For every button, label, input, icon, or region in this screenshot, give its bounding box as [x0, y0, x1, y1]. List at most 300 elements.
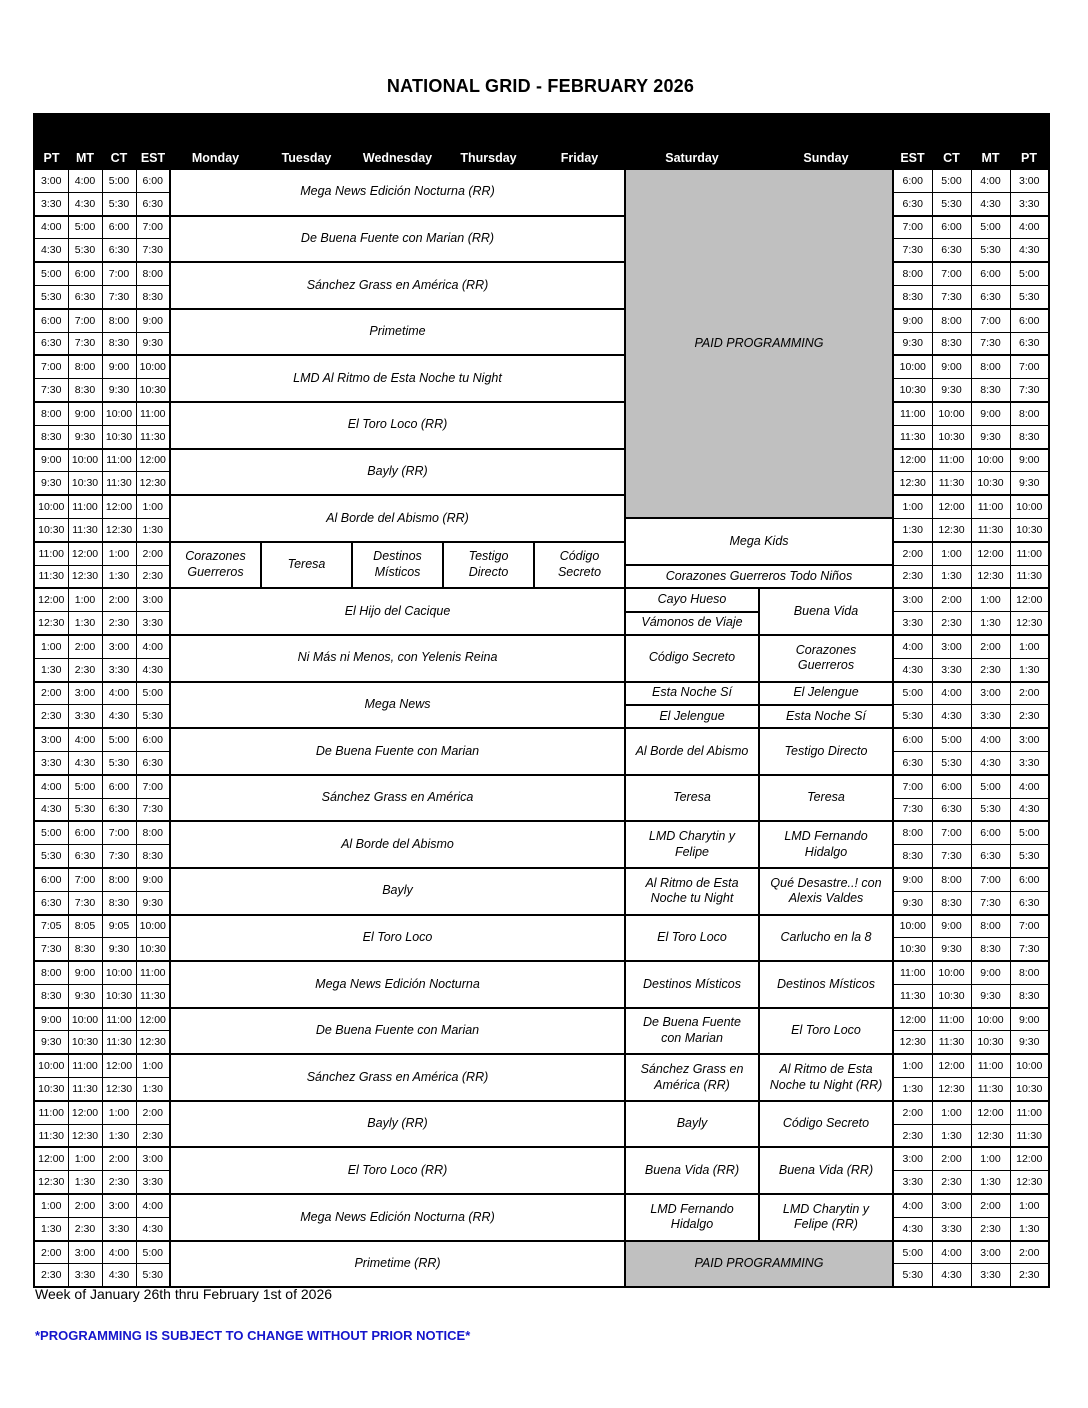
time-cell: 1:30 [1010, 658, 1049, 681]
col-header-mt: MT [971, 114, 1010, 169]
time-cell: 8:30 [1010, 425, 1049, 448]
time-cell: 5:00 [68, 775, 102, 798]
time-cell: 11:30 [102, 472, 136, 495]
time-cell: 11:30 [971, 518, 1010, 541]
time-cell: 5:30 [34, 845, 68, 868]
time-cell: 3:30 [136, 612, 170, 635]
time-cell: 3:00 [893, 1147, 932, 1170]
time-cell: 9:30 [893, 891, 932, 914]
weekday-program-cell: El Toro Loco (RR) [170, 402, 625, 449]
weekday-program-cell: Mega News Edición Nocturna (RR) [170, 169, 625, 216]
time-cell: 6:30 [136, 751, 170, 774]
time-cell: 9:30 [34, 1031, 68, 1054]
time-cell: 10:00 [102, 402, 136, 425]
time-cell: 6:00 [136, 728, 170, 751]
time-cell: 6:30 [34, 332, 68, 355]
col-header-ct: CT [932, 114, 971, 169]
time-cell: 4:30 [136, 658, 170, 681]
time-cell: 9:30 [68, 425, 102, 448]
time-cell: 7:30 [68, 891, 102, 914]
time-cell: 8:00 [1010, 961, 1049, 984]
time-cell: 9:30 [971, 425, 1010, 448]
weekend-program-cell: Qué Desastre..! con Alexis Valdes [759, 868, 893, 915]
time-cell: 10:30 [136, 379, 170, 402]
time-cell: 7:00 [893, 775, 932, 798]
time-cell: 1:30 [102, 1124, 136, 1147]
time-cell: 5:30 [102, 751, 136, 774]
weekday-program-cell: Al Borde del Abismo [170, 821, 625, 868]
time-cell: 4:30 [68, 751, 102, 774]
time-cell: 5:00 [136, 682, 170, 705]
time-cell: 5:00 [136, 1241, 170, 1264]
time-cell: 1:30 [102, 565, 136, 588]
time-cell: 11:00 [102, 1008, 136, 1031]
weekday-program-cell: Al Borde del Abismo (RR) [170, 495, 625, 542]
time-cell: 12:30 [136, 1031, 170, 1054]
time-cell: 3:00 [932, 635, 971, 658]
time-cell: 7:30 [1010, 379, 1049, 402]
time-cell: 2:00 [136, 542, 170, 565]
time-cell: 11:30 [34, 1124, 68, 1147]
time-cell: 5:30 [136, 705, 170, 728]
time-cell: 7:00 [1010, 915, 1049, 938]
time-cell: 5:00 [68, 216, 102, 239]
time-cell: 7:00 [102, 262, 136, 285]
col-header-wednesday: Wednesday [352, 114, 443, 169]
time-cell: 5:30 [1010, 845, 1049, 868]
time-cell: 8:00 [971, 355, 1010, 378]
weekday-program-cell: Mega News Edición Nocturna (RR) [170, 1194, 625, 1241]
time-cell: 12:30 [102, 1078, 136, 1101]
weekend-program-cell: Al Borde del Abismo [625, 728, 759, 775]
time-cell: 2:30 [971, 658, 1010, 681]
time-cell: 2:30 [932, 612, 971, 635]
time-cell: 10:00 [34, 495, 68, 518]
time-cell: 8:00 [1010, 402, 1049, 425]
weekday-program-cell: Ni Más ni Menos, con Yelenis Reina [170, 635, 625, 682]
time-cell: 7:30 [102, 845, 136, 868]
time-cell: 6:00 [136, 169, 170, 192]
time-cell: 11:30 [1010, 1124, 1049, 1147]
weekend-program-cell: Teresa [759, 775, 893, 822]
time-cell: 12:00 [1010, 588, 1049, 611]
time-cell: 4:30 [102, 705, 136, 728]
time-cell: 7:00 [893, 216, 932, 239]
weekday-program-cell: De Buena Fuente con Marian [170, 1008, 625, 1055]
time-cell: 2:00 [893, 542, 932, 565]
time-cell: 9:00 [68, 402, 102, 425]
time-cell: 9:30 [893, 332, 932, 355]
time-cell: 9:30 [1010, 1031, 1049, 1054]
weekend-program-cell: Buena Vida (RR) [759, 1147, 893, 1194]
weekend-program-cell: Buena Vida [759, 588, 893, 635]
time-cell: 2:30 [893, 565, 932, 588]
col-header-est: EST [136, 114, 170, 169]
time-cell: 4:00 [893, 1194, 932, 1217]
time-cell: 10:30 [34, 518, 68, 541]
time-cell: 5:00 [34, 262, 68, 285]
time-cell: 4:00 [34, 775, 68, 798]
time-cell: 5:30 [68, 239, 102, 262]
time-cell: 1:30 [893, 518, 932, 541]
time-cell: 2:00 [68, 635, 102, 658]
time-cell: 3:30 [971, 705, 1010, 728]
time-cell: 9:00 [971, 402, 1010, 425]
weekday-program-cell: El Toro Loco (RR) [170, 1147, 625, 1194]
time-cell: 3:30 [68, 705, 102, 728]
time-cell: 11:00 [34, 1101, 68, 1124]
weekend-program-cell: Código Secreto [625, 635, 759, 682]
time-cell: 6:00 [34, 309, 68, 332]
time-cell: 2:00 [1010, 682, 1049, 705]
weekday-program-cell: Corazones Guerreros [170, 542, 261, 589]
time-cell: 4:30 [971, 751, 1010, 774]
time-cell: 2:30 [893, 1124, 932, 1147]
time-cell: 2:30 [136, 1124, 170, 1147]
time-cell: 2:00 [34, 682, 68, 705]
time-cell: 1:00 [1010, 635, 1049, 658]
time-cell: 7:00 [68, 868, 102, 891]
time-cell: 8:00 [893, 262, 932, 285]
time-cell: 7:30 [136, 798, 170, 821]
time-cell: 3:00 [971, 682, 1010, 705]
time-cell: 6:00 [932, 216, 971, 239]
time-cell: 8:30 [893, 285, 932, 308]
weekend-program-cell: LMD Charytin y Felipe [625, 821, 759, 868]
time-cell: 3:30 [102, 1217, 136, 1240]
time-cell: 2:00 [893, 1101, 932, 1124]
weekend-program-cell: Al Ritmo de Esta Noche tu Night (RR) [759, 1054, 893, 1101]
weekday-program-cell: El Toro Loco [170, 915, 625, 962]
time-cell: 4:30 [34, 798, 68, 821]
time-cell: 8:00 [102, 309, 136, 332]
time-cell: 12:00 [136, 449, 170, 472]
time-cell: 12:30 [136, 472, 170, 495]
time-cell: 10:00 [932, 402, 971, 425]
time-cell: 6:30 [893, 192, 932, 215]
col-header-tuesday: Tuesday [261, 114, 352, 169]
time-cell: 10:00 [1010, 495, 1049, 518]
time-cell: 3:30 [136, 1171, 170, 1194]
time-cell: 6:30 [971, 285, 1010, 308]
time-cell: 8:30 [136, 285, 170, 308]
time-cell: 2:30 [971, 1217, 1010, 1240]
time-cell: 2:00 [932, 588, 971, 611]
time-cell: 11:00 [1010, 1101, 1049, 1124]
weekday-program-cell: Primetime (RR) [170, 1241, 625, 1288]
time-cell: 8:00 [932, 309, 971, 332]
time-cell: 3:00 [932, 1194, 971, 1217]
time-cell: 8:00 [971, 915, 1010, 938]
col-header-mt: MT [68, 114, 102, 169]
time-cell: 2:30 [1010, 705, 1049, 728]
time-cell: 5:30 [102, 192, 136, 215]
weekend-program-cell: Mega Kids [625, 518, 893, 565]
time-cell: 10:00 [34, 1054, 68, 1077]
time-cell: 12:30 [34, 1171, 68, 1194]
time-cell: 3:30 [932, 1217, 971, 1240]
col-header-sunday: Sunday [759, 114, 893, 169]
time-cell: 4:30 [932, 1264, 971, 1287]
time-cell: 10:00 [932, 961, 971, 984]
footer-notice-label: *PROGRAMMING IS SUBJECT TO CHANGE WITHOUT PRIOR NOTICE* [35, 1328, 471, 1343]
time-cell: 12:30 [971, 1124, 1010, 1147]
col-header-est: EST [893, 114, 932, 169]
time-cell: 8:30 [136, 845, 170, 868]
time-cell: 7:30 [136, 239, 170, 262]
time-cell: 7:05 [34, 915, 68, 938]
time-cell: 10:00 [136, 355, 170, 378]
weekday-program-cell: Sánchez Grass en América [170, 775, 625, 822]
time-cell: 7:00 [136, 216, 170, 239]
time-cell: 2:00 [971, 635, 1010, 658]
time-cell: 12:00 [34, 1147, 68, 1170]
time-cell: 9:00 [932, 915, 971, 938]
time-cell: 11:00 [893, 402, 932, 425]
time-cell: 12:00 [932, 495, 971, 518]
time-cell: 6:30 [136, 192, 170, 215]
time-cell: 6:00 [1010, 868, 1049, 891]
time-cell: 6:00 [932, 775, 971, 798]
time-cell: 3:00 [102, 635, 136, 658]
time-cell: 3:00 [34, 728, 68, 751]
schedule-table-wrap [33, 113, 1050, 1288]
weekday-program-cell: De Buena Fuente con Marian (RR) [170, 216, 625, 263]
time-cell: 3:00 [1010, 728, 1049, 751]
time-cell: 9:00 [102, 355, 136, 378]
time-cell: 3:00 [136, 1147, 170, 1170]
time-cell: 2:00 [102, 588, 136, 611]
time-cell: 1:00 [68, 588, 102, 611]
time-cell: 4:00 [68, 169, 102, 192]
time-cell: 4:30 [34, 239, 68, 262]
time-cell: 8:05 [68, 915, 102, 938]
time-cell: 4:00 [932, 682, 971, 705]
time-cell: 4:00 [136, 1194, 170, 1217]
time-cell: 12:30 [1010, 1171, 1049, 1194]
time-cell: 6:30 [1010, 891, 1049, 914]
time-cell: 12:30 [68, 1124, 102, 1147]
time-cell: 3:30 [932, 658, 971, 681]
weekday-program-cell: Bayly (RR) [170, 449, 625, 496]
time-cell: 10:30 [1010, 1078, 1049, 1101]
time-cell: 1:00 [34, 635, 68, 658]
weekday-program-cell: LMD Al Ritmo de Esta Noche tu Night [170, 355, 625, 402]
weekend-program-cell: LMD Charytin y Felipe (RR) [759, 1194, 893, 1241]
col-header-pt: PT [1010, 114, 1049, 169]
time-cell: 2:00 [971, 1194, 1010, 1217]
time-cell: 7:00 [34, 355, 68, 378]
time-cell: 10:30 [102, 425, 136, 448]
time-cell: 4:00 [34, 216, 68, 239]
time-cell: 3:30 [971, 1264, 1010, 1287]
time-cell: 2:30 [1010, 1264, 1049, 1287]
time-cell: 7:00 [971, 309, 1010, 332]
col-header-monday: Monday [170, 114, 261, 169]
col-header-saturday: Saturday [625, 114, 759, 169]
time-cell: 2:30 [68, 1217, 102, 1240]
col-header-thursday: Thursday [443, 114, 534, 169]
weekday-program-cell: Código Secreto [534, 542, 625, 589]
time-cell: 5:30 [932, 751, 971, 774]
time-cell: 5:00 [932, 728, 971, 751]
time-cell: 11:30 [893, 425, 932, 448]
time-cell: 9:00 [136, 868, 170, 891]
time-cell: 12:00 [136, 1008, 170, 1031]
time-cell: 7:30 [893, 239, 932, 262]
time-cell: 7:30 [34, 379, 68, 402]
time-cell: 6:00 [68, 262, 102, 285]
time-cell: 8:30 [68, 379, 102, 402]
weekend-program-cell: El Toro Loco [759, 1008, 893, 1055]
time-cell: 5:00 [893, 1241, 932, 1264]
weekend-program-cell: El Jelengue [625, 705, 759, 728]
time-cell: 1:00 [971, 588, 1010, 611]
time-cell: 6:30 [102, 239, 136, 262]
time-cell: 9:00 [34, 449, 68, 472]
time-cell: 2:00 [932, 1147, 971, 1170]
time-cell: 11:00 [136, 961, 170, 984]
weekday-program-cell: Mega News Edición Nocturna [170, 961, 625, 1008]
time-cell: 7:30 [893, 798, 932, 821]
time-cell: 11:30 [932, 472, 971, 495]
time-cell: 1:00 [34, 1194, 68, 1217]
time-cell: 4:30 [932, 705, 971, 728]
weekday-program-cell: El Hijo del Cacique [170, 588, 625, 635]
weekend-program-cell: Buena Vida (RR) [625, 1147, 759, 1194]
time-cell: 6:30 [932, 239, 971, 262]
weekend-program-cell: Código Secreto [759, 1101, 893, 1148]
time-cell: 11:30 [34, 565, 68, 588]
time-cell: 11:00 [1010, 542, 1049, 565]
time-cell: 10:00 [971, 1008, 1010, 1031]
time-cell: 9:00 [1010, 449, 1049, 472]
weekday-program-cell: Sánchez Grass en América (RR) [170, 1054, 625, 1101]
time-cell: 8:30 [932, 332, 971, 355]
time-cell: 4:30 [1010, 798, 1049, 821]
time-cell: 1:30 [68, 1171, 102, 1194]
paid-programming-cell: PAID PROGRAMMING [625, 1241, 893, 1288]
grid-header [34, 114, 1049, 169]
time-cell: 9:00 [971, 961, 1010, 984]
time-cell: 2:00 [68, 1194, 102, 1217]
time-cell: 10:00 [68, 1008, 102, 1031]
time-cell: 1:00 [68, 1147, 102, 1170]
time-cell: 8:30 [971, 379, 1010, 402]
time-cell: 4:00 [971, 728, 1010, 751]
time-cell: 7:30 [68, 332, 102, 355]
time-cell: 3:30 [893, 612, 932, 635]
time-cell: 12:00 [971, 542, 1010, 565]
time-cell: 12:30 [102, 518, 136, 541]
time-cell: 2:00 [34, 1241, 68, 1264]
weekend-program-cell: Esta Noche Sí [759, 705, 893, 728]
time-cell: 12:00 [34, 588, 68, 611]
time-cell: 10:00 [1010, 1054, 1049, 1077]
time-cell: 7:00 [136, 775, 170, 798]
time-cell: 12:00 [68, 542, 102, 565]
page-title: NATIONAL GRID - FEBRUARY 2026 [386, 76, 695, 96]
time-cell: 3:30 [1010, 751, 1049, 774]
time-cell: 1:30 [68, 612, 102, 635]
weekday-program-cell: Testigo Directo [443, 542, 534, 589]
time-cell: 1:30 [932, 1124, 971, 1147]
time-cell: 6:00 [971, 821, 1010, 844]
time-cell: 10:00 [971, 449, 1010, 472]
time-cell: 11:30 [136, 984, 170, 1007]
time-cell: 9:30 [102, 938, 136, 961]
time-cell: 10:30 [34, 1078, 68, 1101]
time-cell: 1:30 [34, 1217, 68, 1240]
time-cell: 6:30 [1010, 332, 1049, 355]
col-header-ct: CT [102, 114, 136, 169]
time-cell: 4:00 [932, 1241, 971, 1264]
weekday-program-cell: Bayly [170, 868, 625, 915]
weekday-program-cell: De Buena Fuente con Marian [170, 728, 625, 775]
time-cell: 3:30 [34, 192, 68, 215]
weekend-program-cell: Destinos Místicos [759, 961, 893, 1008]
time-cell: 3:00 [971, 1241, 1010, 1264]
time-cell: 8:00 [136, 821, 170, 844]
time-cell: 10:00 [893, 915, 932, 938]
time-cell: 4:30 [971, 192, 1010, 215]
time-cell: 4:30 [102, 1264, 136, 1287]
time-cell: 11:00 [971, 495, 1010, 518]
time-cell: 5:30 [971, 798, 1010, 821]
time-cell: 10:30 [932, 425, 971, 448]
footer-week-label: Week of January 26th thru February 1st of 2026 [35, 1286, 333, 1302]
time-cell: 1:30 [136, 1078, 170, 1101]
time-cell: 7:00 [971, 868, 1010, 891]
time-cell: 12:30 [971, 565, 1010, 588]
time-cell: 1:00 [136, 495, 170, 518]
time-cell: 7:30 [971, 891, 1010, 914]
time-cell: 5:30 [893, 1264, 932, 1287]
time-cell: 4:00 [893, 635, 932, 658]
time-cell: 9:30 [136, 332, 170, 355]
time-cell: 9:30 [136, 891, 170, 914]
time-cell: 5:00 [971, 216, 1010, 239]
time-cell: 6:30 [971, 845, 1010, 868]
time-cell: 1:00 [971, 1147, 1010, 1170]
time-cell: 10:30 [971, 472, 1010, 495]
time-cell: 9:30 [34, 472, 68, 495]
time-cell: 3:30 [34, 751, 68, 774]
time-cell: 9:00 [136, 309, 170, 332]
weekday-program-cell: Bayly (RR) [170, 1101, 625, 1148]
time-cell: 3:00 [34, 169, 68, 192]
weekday-program-cell: Mega News [170, 682, 625, 729]
weekend-program-cell: LMD Fernando Hidalgo [759, 821, 893, 868]
weekend-program-cell: Vámonos de Viaje [625, 612, 759, 635]
time-cell: 10:30 [971, 1031, 1010, 1054]
time-cell: 11:30 [68, 1078, 102, 1101]
time-cell: 8:30 [971, 938, 1010, 961]
time-cell: 7:30 [1010, 938, 1049, 961]
time-cell: 10:30 [102, 984, 136, 1007]
time-cell: 10:30 [1010, 518, 1049, 541]
time-cell: 2:00 [1010, 1241, 1049, 1264]
time-cell: 2:30 [102, 1171, 136, 1194]
time-cell: 5:30 [1010, 285, 1049, 308]
time-cell: 3:00 [68, 1241, 102, 1264]
time-cell: 3:30 [68, 1264, 102, 1287]
time-cell: 6:00 [971, 262, 1010, 285]
time-cell: 11:30 [68, 518, 102, 541]
time-cell: 3:00 [68, 682, 102, 705]
time-cell: 7:30 [971, 332, 1010, 355]
weekend-program-cell: Corazones Guerreros Todo Niños [625, 565, 893, 588]
